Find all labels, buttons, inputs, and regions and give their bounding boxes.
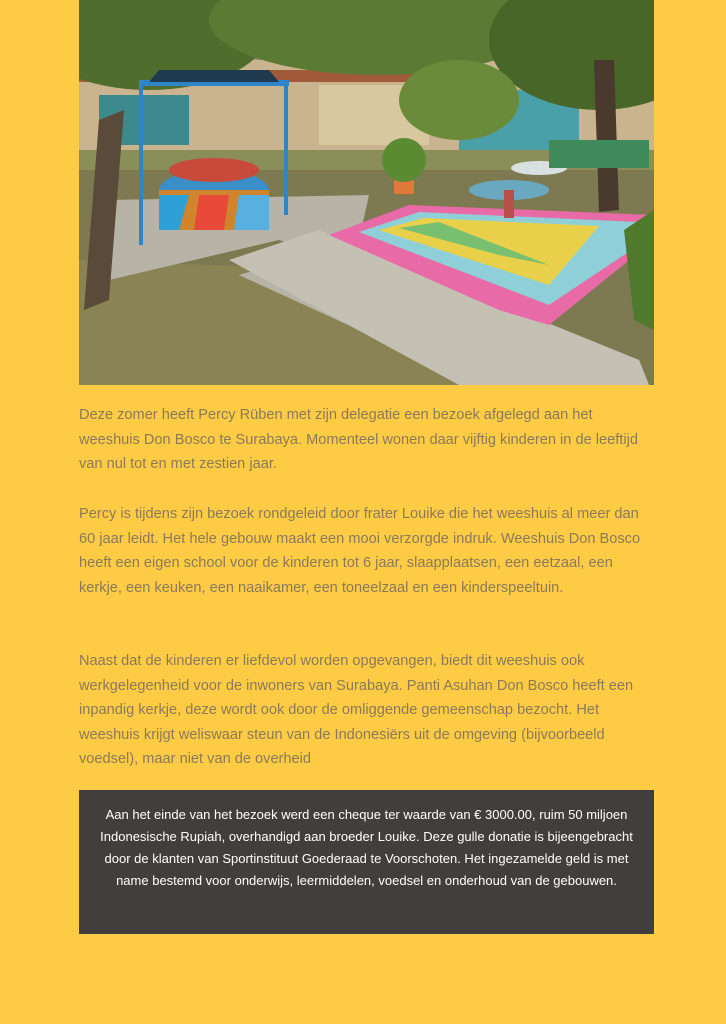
donation-callout: Aan het einde van het bezoek werd een cheque ter waarde van € 3000.00, ruim 50 miljoen Indonesische Rupiah, overhandigd aan broeder Louike. Deze gulle donatie is bijeengebracht door de klanten van Sportinstituut Goederaad te Voorschoten. Het ingezamelde geld is met name bestemd voor onderwijs, leermiddelen, voedsel en onderhoud van de gebouwen. xyxy=(79,790,654,934)
intro-paragraph: Deze zomer heeft Percy Rüben met zijn delegatie een bezoek afgelegd aan het weeshuis Don Bosco te Surabaya. Momenteel wonen daar vijftig kinderen in de leeftijd van nul tot en met zestien jaar. xyxy=(79,407,638,473)
support-paragraph: Naast dat de kinderen er liefdevol worden opgevangen, biedt dit weeshuis ook werkgelegenheid voor de inwoners van Surabaya. Panti Asuhan Don Bosco heeft een inpandig kerkje, deze wordt ook door de omliggende gemeenschap bezocht. Het weeshuis krijgt weliswaar steun van de Indonesiërs uit de omgeving (bijvoorbeeld voedsel), maar niet van de overheid xyxy=(79,653,634,768)
playground-photo xyxy=(79,0,654,385)
tour-paragraph: Percy is tijdens zijn bezoek rondgeleid door frater Louike die het weeshuis al meer dan 60 jaar leidt. Het hele gebouw maakt een mooi verzorgde indruk. Weeshuis Don Bosco heeft een eigen school voor de kinderen tot 6 jaar, slaapplaatsen, een eetzaal, een kerkje, een keuken, een naaikamer, een toneelzaal en een kinderspeeltuin. xyxy=(79,506,641,596)
